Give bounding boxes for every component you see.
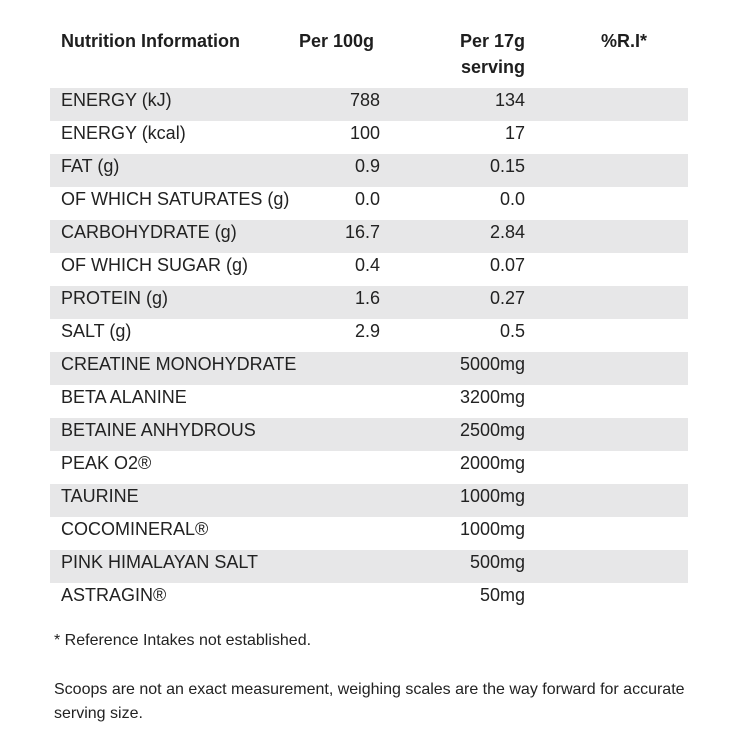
- row-name: ENERGY (kJ): [61, 90, 172, 110]
- row-per-100g: 100: [349, 123, 380, 143]
- row-name: FAT (g): [61, 156, 120, 176]
- row-per-100g: 788: [349, 90, 380, 110]
- table-row: [50, 385, 688, 418]
- table-row: [50, 154, 688, 187]
- row-per-serving: 5000mg: [459, 354, 525, 374]
- row-per-serving: 0.0: [499, 189, 525, 209]
- row-name: OF WHICH SUGAR (g): [61, 255, 248, 275]
- row-name: BETA ALANINE: [61, 387, 187, 407]
- table-row: [50, 451, 688, 484]
- row-name: OF WHICH SATURATES (g): [61, 189, 290, 209]
- row-name: ASTRAGIN®: [61, 585, 167, 605]
- row-per-100g: 0.0: [354, 189, 380, 209]
- table-row: [50, 418, 688, 451]
- row-per-serving: 0.5: [499, 321, 525, 341]
- table-row: [50, 253, 688, 286]
- header-per-serving: Per 17g serving: [459, 31, 525, 77]
- row-per-serving: 0.27: [489, 288, 525, 308]
- row-per-serving: 50mg: [479, 585, 525, 605]
- row-per-100g: 1.6: [354, 288, 380, 308]
- row-per-serving: 500mg: [469, 552, 525, 572]
- table-row: [50, 121, 688, 154]
- row-per-serving: 1000mg: [459, 519, 525, 539]
- table-row: [50, 484, 688, 517]
- table-row: [50, 517, 688, 550]
- table-row: [50, 187, 688, 220]
- row-per-serving: 134: [494, 90, 525, 110]
- row-name: BETAINE ANHYDROUS: [61, 420, 256, 440]
- row-name: CARBOHYDRATE (g): [61, 222, 237, 242]
- table-row: [50, 88, 688, 121]
- row-name: TAURINE: [61, 486, 139, 506]
- table-row: [50, 352, 688, 385]
- row-name: PINK HIMALAYAN SALT: [61, 552, 259, 572]
- table-row: [50, 319, 688, 352]
- row-name: ENERGY (kcal): [61, 123, 186, 143]
- table-row: [50, 583, 688, 616]
- row-name: COCOMINERAL®: [61, 519, 209, 539]
- row-per-100g: 0.9: [354, 156, 380, 176]
- row-per-serving: 0.15: [489, 156, 525, 176]
- table-header: [0, 28, 740, 84]
- header-nutrition-information: Nutrition Information: [61, 31, 240, 51]
- footnote: * Reference Intakes not established.: [54, 632, 312, 649]
- table-row: [50, 220, 688, 253]
- row-name: PROTEIN (g): [61, 288, 169, 308]
- row-per-serving: 2000mg: [459, 453, 525, 473]
- row-per-100g: 2.9: [354, 321, 380, 341]
- row-per-serving: 17: [504, 123, 525, 143]
- row-per-100g: 0.4: [354, 255, 380, 275]
- row-per-serving: 3200mg: [459, 387, 525, 407]
- row-per-serving: 1000mg: [459, 486, 525, 506]
- table-row: [50, 550, 688, 583]
- row-name: PEAK O2®: [61, 453, 152, 473]
- header-ri: %R.I*: [600, 31, 647, 51]
- row-name: CREATINE MONOHYDRATE: [61, 354, 297, 374]
- serving-note: Scoops are not an exact measurement, weighing scales are the way forward for accurate serving size.: [54, 681, 685, 722]
- header-per-100g: Per 100g: [298, 31, 374, 51]
- row-per-serving: 0.07: [489, 255, 525, 275]
- nutrition-table: [50, 88, 688, 616]
- row-per-100g: 16.7: [344, 222, 380, 242]
- table-row: [50, 286, 688, 319]
- row-name: SALT (g): [61, 321, 132, 341]
- row-per-serving: 2500mg: [459, 420, 525, 440]
- row-per-serving: 2.84: [489, 222, 525, 242]
